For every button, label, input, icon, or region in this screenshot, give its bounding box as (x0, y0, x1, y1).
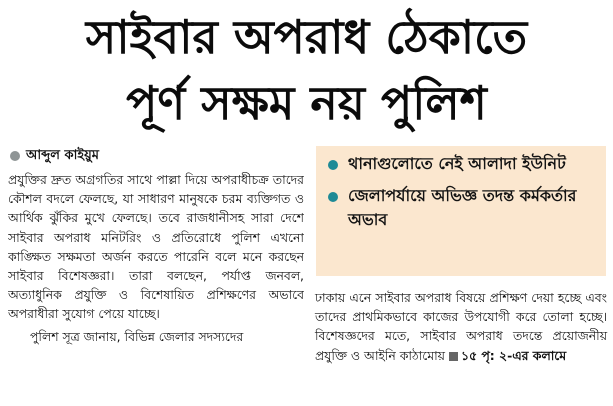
headline-line-1: সাইবার অপরাধ ঠেকাতে (85, 10, 528, 64)
article-body-right (315, 288, 607, 365)
highlight-text: জেলাপর্যায়ে অভিজ্ঞ তদন্ত কর্মকর্তার অভাব (348, 186, 577, 229)
highlight-box (316, 146, 606, 276)
article-paragraph-2: পুলিশ সূত্র জানায়, বিভিন্ন জেলার সদস্যদের (30, 328, 244, 344)
byline-author: আব্দুল কাইয়ুম (26, 147, 100, 163)
article-body-left (8, 170, 304, 346)
continuation-square-icon (449, 352, 458, 361)
bullet-icon (328, 160, 338, 170)
highlight-item (324, 152, 596, 176)
article-paragraph-1: প্রযুক্তির দ্রুত অগ্রগতির সাথে পাল্লা দিয়ে অপরাধীচক্র তাদের কৌশল বদলে ফেলছে, যা সাধারণ মানুষকে চরম ব্যক্তিগত ও আর্থিক ঝুঁকির মুখে ফেলছে। তবে রাজধানীসহ সারা দেশে সাইবার অপরাধ মনিটরিং ও প্রতিরোধে পুলিশ এখনো কাঙ্ক্ষিত সক্ষমতা অর্জন করতে পারেনি বলে মনে করছেন সাইবার বিশেষজ্ঞরা। তারা বলছেন, পর্যাপ্ত জনবল, অত্যাধুনিক প্রযুক্তি ও বিশেষায়িত প্রশিক্ষণের অভাবে অপরাধীরা সুযোগ পেয়ে যাচ্ছে। (8, 172, 304, 322)
highlight-item (324, 184, 596, 232)
headline-line-2: পূর্ণ সক্ষম নয় পুলিশ (126, 76, 487, 130)
continuation-reference: ১৫ পৃ: ২-এর কলামে (460, 347, 567, 363)
byline (10, 146, 99, 166)
article-paragraph-right-text: ঢাকায় এনে সাইবার অপরাধ বিষয়ে প্রশিক্ষণ দেয়া হচ্ছে এবং তাদের প্রাথমিকভাবে কাজের উপযোগী করে তোলা হচ্ছে। বিশেষজ্ঞদের মতে, সাইবার অপরাধ তদন্তে প্রয়োজনীয় প্রযুক্তি ও আইনি কাঠামোয় (315, 290, 607, 363)
article-paragraph-right (315, 288, 607, 365)
highlight-text: থানাগুলোতে নেই আলাদা ইউনিট (348, 154, 566, 173)
bullet-icon (328, 192, 338, 202)
byline-dot-icon (10, 151, 20, 161)
